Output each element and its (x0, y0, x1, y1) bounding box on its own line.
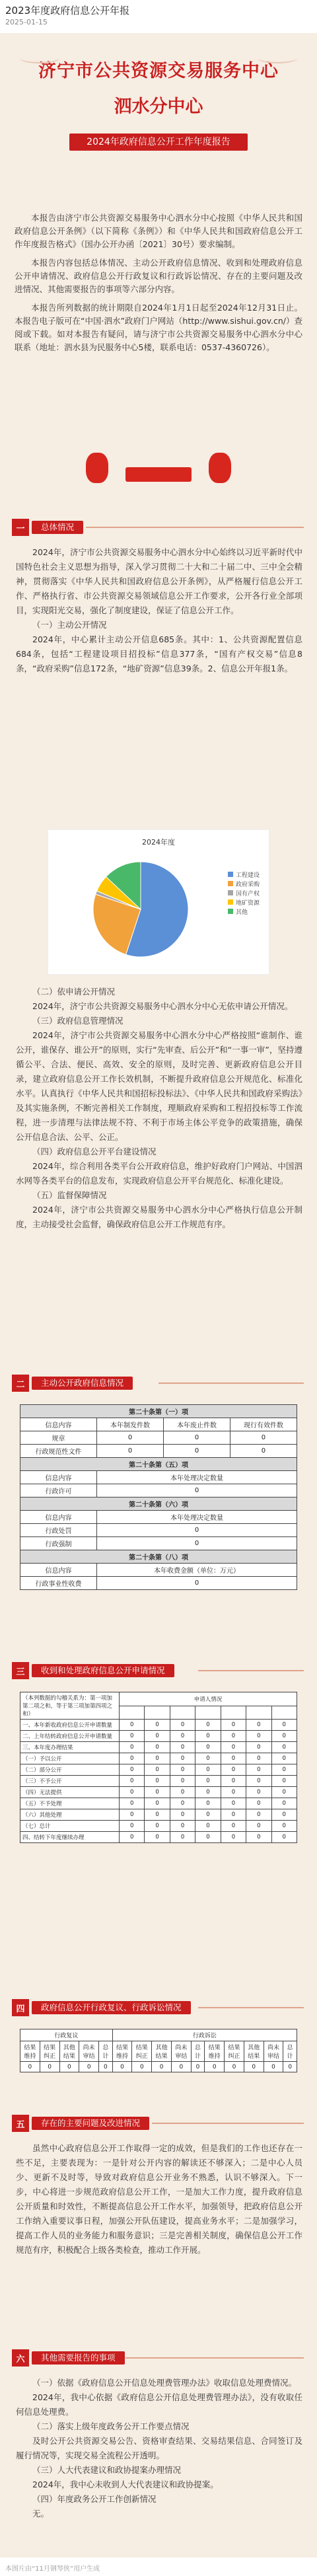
row-label: （二）部分公开 (20, 1764, 120, 1776)
table-cell: 0 (221, 1720, 246, 1731)
table-cell: 0 (221, 1742, 246, 1753)
section-label: 总体情况 (32, 521, 83, 534)
section-divider (158, 1383, 304, 1384)
section-number: 二 (12, 1375, 29, 1392)
column-header (246, 1706, 271, 1720)
chart-legend (228, 870, 260, 916)
table-cell: 0 (120, 1787, 145, 1798)
column-header: 总计 (99, 2041, 113, 2062)
table-row (20, 1445, 297, 1458)
column-header: 申请人情况 (120, 1692, 297, 1706)
section-header-other (12, 2349, 125, 2367)
table-cell: 0 (246, 1764, 271, 1776)
legend-item (228, 888, 260, 897)
section-divider (86, 527, 304, 528)
section-divider (198, 1670, 304, 1671)
table-cell: 行政事业性收费 (20, 1577, 97, 1590)
section-label: 其他需要报告的事项 (32, 2351, 125, 2365)
table-group-header: 第二十条第（一）项 (20, 1405, 297, 1418)
legend-item (228, 897, 260, 907)
legend-label: 地矿资源 (235, 899, 260, 907)
table-cell: 0 (99, 2062, 113, 2072)
applications-table (20, 1692, 297, 1843)
legend-swatch (228, 872, 233, 877)
row-label: （四）无法提供 (20, 1787, 120, 1798)
lantern-icon (86, 453, 108, 483)
table-cell: 0 (132, 2062, 152, 2072)
table-cell: 0 (120, 1821, 145, 1832)
column-header: 结果维持 (20, 2041, 40, 2062)
column-header: 信息内容 (20, 1511, 97, 1524)
table-cell: 0 (195, 1720, 221, 1731)
lantern-icon (209, 453, 231, 483)
table-cell: 0 (246, 1798, 271, 1809)
table-cell: 0 (97, 1445, 164, 1458)
table-cell: 0 (97, 1577, 297, 1590)
table-cell: 0 (120, 1832, 145, 1843)
section-number: 一 (12, 519, 29, 536)
table-cell: 0 (271, 1776, 297, 1787)
table-cell: 0 (195, 1764, 221, 1776)
legend-swatch (228, 890, 233, 895)
column-header: 本年收费金额（单位：万元） (97, 1564, 297, 1577)
table-cell: 0 (120, 1720, 145, 1731)
table-cell: 0 (195, 1809, 221, 1821)
other-paragraph: （三）人大代表建议和政协提案办理情况 (32, 2465, 182, 2475)
table-cell: 0 (195, 1776, 221, 1787)
table-cell: 0 (221, 1753, 246, 1764)
table-cell: 0 (97, 1537, 297, 1550)
table-cell: 行政强制 (20, 1537, 97, 1550)
intro-paragraph: 本报告由济宁市公共资源交易服务中心泗水分中心按照《中华人民共和国政府信息公开条例》（以下简称《条例》）和《中华人民共和国政府信息公开工作年度报告格式》（国办公开办函〔2021〕30号）要求编制。 (15, 213, 302, 249)
column-header: 本年处理决定数量 (97, 1471, 297, 1484)
section-number: 五 (12, 2115, 29, 2132)
table-row (20, 1484, 297, 1497)
table-cell: 0 (152, 2062, 172, 2072)
report-card (0, 33, 317, 2557)
table-cell: 0 (246, 1753, 271, 1764)
pie-chart (48, 829, 269, 975)
table-cell: 0 (164, 1431, 230, 1445)
column-header: 本年废止件数 (164, 1418, 230, 1431)
table-cell: 0 (120, 1731, 145, 1742)
section-header-review (12, 1999, 191, 2016)
row-label: （七）总计 (20, 1821, 120, 1832)
table-group-header: 第二十条第（五）项 (20, 1458, 297, 1471)
table-cell: 0 (264, 2062, 283, 2072)
column-header: 信息内容 (20, 1564, 97, 1577)
table-cell: 0 (271, 1798, 297, 1809)
table-cell: 0 (170, 1742, 195, 1753)
table-cell: 0 (195, 1742, 221, 1753)
table-cell: 0 (120, 1753, 145, 1764)
subheading: （五）监督保障情况 (32, 1190, 107, 1200)
column-header: 结果纠正 (132, 2041, 152, 2062)
table-cell: 0 (145, 1809, 170, 1821)
table-cell: 0 (120, 1776, 145, 1787)
table-row (20, 1832, 297, 1843)
table-cell: 0 (230, 1445, 297, 1458)
page-header (0, 0, 317, 33)
row-label: （五）不予处理 (20, 1798, 120, 1809)
legend-item (228, 870, 260, 879)
other-paragraph: 2024年，我中心依据《政府信息公开信息处理费管理办法》，没有收取任何信息处理费。 (16, 2392, 302, 2417)
cloud-decoration-right (258, 53, 297, 63)
legend-item (228, 879, 260, 888)
table-cell: 0 (271, 1787, 297, 1798)
table-cell: 0 (170, 1776, 195, 1787)
table-row (20, 1742, 297, 1753)
subheading: （一）主动公开情况 (32, 620, 107, 630)
table-cell: 0 (97, 1524, 297, 1537)
column-header: 其他结果 (59, 2041, 79, 2062)
section-label: 政府信息公开行政复议、行政诉讼情况 (32, 2001, 191, 2014)
table-row (20, 1731, 297, 1742)
section-divider (125, 2357, 304, 2359)
table-cell: 0 (120, 1798, 145, 1809)
table-cell: 0 (191, 2062, 205, 2072)
hero-subtitle: 泗水分中心 (114, 96, 203, 117)
subheading: （二）依申请公开情况 (32, 987, 116, 997)
table-cell: 行政规范性文件 (20, 1445, 97, 1458)
table-row (20, 1764, 297, 1776)
column-header (221, 1706, 246, 1720)
table-cell: 0 (112, 2062, 132, 2072)
table-cell: 0 (271, 1742, 297, 1753)
table-cell: 0 (170, 1809, 195, 1821)
table-cell: 0 (221, 1731, 246, 1742)
table-cell: 0 (97, 1431, 164, 1445)
other-paragraph: 2024年，我中心未收到人大代表建议和政协提案。 (32, 2480, 219, 2489)
section-header-overall (12, 519, 83, 536)
column-header: 结果维持 (205, 2041, 225, 2062)
table-cell: 0 (205, 2062, 225, 2072)
column-header: 现行有效件数 (230, 1418, 297, 1431)
table-row (20, 1776, 297, 1787)
hero-title: 济宁市公共资源交易服务中心 (38, 61, 279, 81)
other-paragraph: 无。 (32, 2509, 50, 2519)
column-header (195, 1706, 221, 1720)
column-header: 结果维持 (112, 2041, 132, 2062)
table-cell: 0 (79, 2062, 99, 2072)
row-label: （一）予以公开 (20, 1753, 120, 1764)
table-cell: 0 (195, 1832, 221, 1843)
subheading: （四）政府信息公开平台建设情况 (32, 1147, 157, 1156)
table-cell: 0 (271, 1753, 297, 1764)
table-row (20, 1720, 297, 1731)
table-cell: 0 (195, 1753, 221, 1764)
table-cell: 0 (246, 1787, 271, 1798)
table-cell: 0 (246, 1832, 271, 1843)
problems-text (16, 2141, 302, 2257)
table-row (20, 1577, 297, 1590)
table-cell: 0 (271, 1832, 297, 1843)
table-row (20, 1524, 297, 1537)
table-cell: 0 (170, 1798, 195, 1809)
table-cell: 0 (221, 1764, 246, 1776)
problems-paragraph: 虽然中心政府信息公开工作取得一定的成效，但是我们的工作也还存在一些不足，主要表现为：一是针对公开内容的解读还不够深入；二是中心人员少、更新不及时等，导致对政府信息公开业务不熟悉，认识不够深入。下一步，中心将进一步规范政府信息公开工作，一是加大工作力度，提升政府信息公开质量和时效性，不断提高信息公开工作水平，加强领导，把政府信息公开工作纳入重要议事日程，加强公开队伍建设，提高业务水平；二是加强学习，提高工作人员的业务能力和服务意识；三是完善相关制度，确保信息公开工作规范有序，积极配合上级各类检查，推动工作开展。 (16, 2143, 302, 2255)
legend-label: 其他 (235, 909, 248, 916)
row-label: 一、本年新收政府信息公开申请数量 (20, 1720, 120, 1731)
section-label: 存在的主要问题及改进情况 (32, 2117, 149, 2130)
intro-paragraph: 本报告所列数据的统计期限自2024年1月1日起至2024年12月31日止。本报告电子版可在“中国·泗水”政府门户网站（http://www.sishui.gov.cn/）查阅或下载。如对本报告有疑问，请与济宁市公共资源交易服务中心泗水分中心联系（地址：泗水县为民服务中心5楼，联系电话：0537-4360726）。 (15, 303, 302, 352)
other-paragraph: （二）落实上级年度政务公开工作要点情况 (32, 2421, 190, 2431)
table-row (20, 1787, 297, 1798)
table-cell: 0 (145, 1776, 170, 1787)
hero (0, 33, 317, 238)
table-cell: 0 (145, 1731, 170, 1742)
other-text (16, 2376, 302, 2521)
table-cell: 0 (221, 1832, 246, 1843)
row-label: （三）不予公开 (20, 1776, 120, 1787)
section-header-applications (12, 1662, 174, 1679)
section-label: 收到和处理政府信息公开申请情况 (32, 1664, 174, 1677)
table-cell: 0 (145, 1753, 170, 1764)
column-header: 总计 (191, 2041, 205, 2062)
report-band: 2024年政府信息公开工作年度报告 (69, 133, 248, 151)
table-cell: 行政处罚 (20, 1524, 97, 1537)
intro (15, 211, 302, 360)
table-cell: 0 (195, 1787, 221, 1798)
table-cell: 0 (164, 1445, 230, 1458)
other-paragraph: （一）依据《政府信息公开信息处理费管理办法》收取信息处理费情况。 (32, 2378, 297, 2388)
doc-date: 2025-01-15 (5, 18, 48, 26)
other-paragraph: （四）年度政务公开工作创新情况 (32, 2494, 157, 2504)
table-cell: 0 (230, 1431, 297, 1445)
column-header: 信息内容 (20, 1418, 97, 1431)
legend-label: 工程建设 (235, 872, 260, 879)
column-header: 信息内容 (20, 1471, 97, 1484)
legend-label: 政府采购 (235, 881, 260, 888)
table-cell: 0 (221, 1809, 246, 1821)
table-cell: 行政许可 (20, 1484, 97, 1497)
table-cell: 0 (171, 2062, 191, 2072)
table-cell: 0 (246, 1720, 271, 1731)
table-cell: 0 (145, 1720, 170, 1731)
table-cell: 0 (221, 1776, 246, 1787)
section-divider (198, 2007, 304, 2008)
table-cell: 0 (170, 1764, 195, 1776)
section-number: 三 (12, 1662, 29, 1679)
ribbon-decoration (125, 467, 192, 482)
column-header: 尚未审结 (264, 2041, 283, 2062)
image-footer: 本图片由“11月钢琴侠”用户生成 (5, 2565, 100, 2573)
overall-paragraph: 2024年，济宁市公共资源交易服务中心泗水分中心无依申请公开情况。 (32, 1001, 293, 1011)
table-cell: 0 (170, 1753, 195, 1764)
column-header (120, 1706, 145, 1720)
table-cell: 0 (244, 2062, 264, 2072)
column-header: 其他结果 (152, 2041, 172, 2062)
table-cell: 0 (40, 2062, 59, 2072)
row-label: 三、本年度办理结果 (20, 1742, 120, 1753)
legend-item (228, 907, 260, 916)
subheading: （三）政府信息管理情况 (32, 1016, 123, 1026)
table-row (20, 1431, 297, 1445)
table-cell: 0 (271, 1720, 297, 1731)
festive-decoration (0, 453, 317, 506)
legend-swatch (228, 909, 233, 914)
section-header-problems (12, 2115, 149, 2132)
legend-swatch (228, 899, 233, 905)
column-header (271, 1706, 297, 1720)
table-cell: 0 (221, 1798, 246, 1809)
overall-text-2 (16, 985, 302, 1232)
table-cell: 0 (59, 2062, 79, 2072)
table-cell: 0 (246, 1742, 271, 1753)
table-cell: 0 (271, 1809, 297, 1821)
overall-paragraph: 2024年，济宁市公共资源交易服务中心泗水分中心始终以习近平新时代中国特色社会主义思想为指导，深入学习贯彻二十大和二十届二中、三中全会精神，贯彻落实《中华人民共和国政府信息公开条例》，从严格履行信息公开工作、严格执行省、市公共资源交易领域信息公开工作要求，公开各行业全部项目，实现阳光交易，强化了制度建设，保证了信息公开工作。 (16, 547, 302, 615)
table-row (20, 1821, 297, 1832)
table-cell: 0 (145, 1798, 170, 1809)
table-cell: 0 (225, 2062, 244, 2072)
section-number: 四 (12, 1999, 29, 2016)
column-header: 尚未审结 (79, 2041, 99, 2062)
table-cell: 0 (271, 1731, 297, 1742)
table-group-header: 第二十条第（八）项 (20, 1550, 297, 1564)
overall-paragraph: 2024年，综合利用各类平台公开政府信息，维护好政府门户网站、中国泗水网等各类平台的信息发布，实现政府信息公开平台规范化、标准化建设。 (16, 1161, 302, 1186)
table-cell: 规章 (20, 1431, 97, 1445)
table-cell: 0 (271, 1764, 297, 1776)
table-cell: 0 (170, 1720, 195, 1731)
overall-paragraph: 2024年，济宁市公共资源交易服务中心泗水分中心严格按照“谁制作、谁公开，谁保存、谁公开”的原则，实行“先审查、后公开”和“一事一审”，坚持遵循公平、合法、便民、高效、安全的原则，及时完善、更新政府信息公开目录，建立政府信息公开工作长效机制，不断提升政府信息公开规范化、标准化水平。认真执行《中华人民共和国招标投标法》、《中华人民共和国政府采购法》及其实施条例，不断完善相关工作制度，理顺政府采购和工程招投标等工作流程，进一步清理与法律法规不符、不利于市场主体公平竞争的政策措施，确保公开信息合法、公平、公正。 (16, 1030, 302, 1142)
row-label: （六）其他处理 (20, 1809, 120, 1821)
table-cell: 0 (246, 1731, 271, 1742)
row-label: 四、结转下年度继续办理 (20, 1832, 120, 1843)
section-divider (152, 2123, 304, 2124)
legend-label: 国有产权 (235, 890, 260, 897)
cloud-decoration-left (20, 53, 59, 63)
table-cell: 0 (145, 1742, 170, 1753)
column-header (145, 1706, 170, 1720)
table-cell: 0 (246, 1809, 271, 1821)
review-litigation-table (20, 2029, 297, 2072)
overall-paragraph: 2024年，中心累计主动公开信息685条。其中：1、公共资源配置信息684条，包括“工程建设项目招投标”信息377条，“国有产权交易”信息8条，“政府采购”信息172条，“地矿资源”信息39条。2、信息公开年报1条。 (16, 634, 302, 673)
chart-title: 2024年度 (142, 838, 175, 847)
table-cell: 0 (246, 1821, 271, 1832)
table-row (20, 1798, 297, 1809)
table-cell: 0 (246, 1776, 271, 1787)
doc-title: 2023年度政府信息公开年报 (5, 5, 130, 17)
active-disclosure-table (20, 1404, 297, 1590)
column-header: 本年处理决定数量 (97, 1511, 297, 1524)
table-cell: 0 (145, 1764, 170, 1776)
column-header: 其他结果 (244, 2041, 264, 2062)
table-cell: 0 (195, 1821, 221, 1832)
section-label: 主动公开政府信息情况 (32, 1377, 133, 1390)
table-group-header: 第二十条第（六）项 (20, 1497, 297, 1511)
table-cell: 0 (20, 2062, 40, 2072)
table-row (20, 1809, 297, 1821)
table-cell: 0 (145, 1832, 170, 1843)
table-cell: 0 (283, 2062, 297, 2072)
table-cell: 0 (170, 1821, 195, 1832)
overall-paragraph: 2024年，济宁市公共资源交易服务中心泗水分中心严格执行信息公开制度，主动接受社会监督，确保政府信息公开工作规范有序。 (16, 1205, 302, 1229)
table-cell: 0 (145, 1787, 170, 1798)
table-cell: 0 (221, 1787, 246, 1798)
column-header: 本年制发件数 (97, 1418, 164, 1431)
column-header: 行政诉讼 (112, 2029, 297, 2041)
column-header: 尚未审结 (171, 2041, 191, 2062)
other-paragraph: 及时公开公共资源交易公告、资格审查结果、交易结果信息、合同签订及履行情况等，实现交易全流程公开透明。 (16, 2436, 302, 2460)
legend-swatch (228, 881, 233, 886)
table-cell: 0 (195, 1731, 221, 1742)
table-cell: 0 (170, 1731, 195, 1742)
table-row (20, 1753, 297, 1764)
table-cell: 0 (170, 1787, 195, 1798)
table-cell: 0 (120, 1742, 145, 1753)
column-header: 结果纠正 (40, 2041, 59, 2062)
table-cell: 0 (120, 1809, 145, 1821)
table-cell: 0 (120, 1764, 145, 1776)
table-cell: 0 (271, 1821, 297, 1832)
column-header: 行政复议 (20, 2029, 113, 2041)
overall-text (16, 545, 302, 676)
table-cell: 0 (97, 1484, 297, 1497)
table-row (20, 1537, 297, 1550)
table-cell: 0 (145, 1821, 170, 1832)
section-number: 六 (12, 2349, 29, 2367)
section-header-active-disclosure (12, 1375, 133, 1392)
column-header (170, 1706, 195, 1720)
table-cell: 0 (195, 1798, 221, 1809)
column-header: 结果纠正 (225, 2041, 244, 2062)
row-label: 二、上年结转政府信息公开申请数量 (20, 1731, 120, 1742)
column-header: 总计 (283, 2041, 297, 2062)
intro-paragraph: 本报告内容包括总体情况、主动公开政府信息情况、收到和处理政府信息公开申请情况、政府信息公开行政复议和行政诉讼情况、存在的主要问题及改进情况、其他需要报告的事项等六部分内容。 (15, 258, 302, 294)
table-cell: 0 (221, 1821, 246, 1832)
table-note: （本列数据的勾稽关系为：第一项加第二项之和，等于第三项加第四项之和） (20, 1692, 120, 1720)
table-cell: 0 (170, 1832, 195, 1843)
